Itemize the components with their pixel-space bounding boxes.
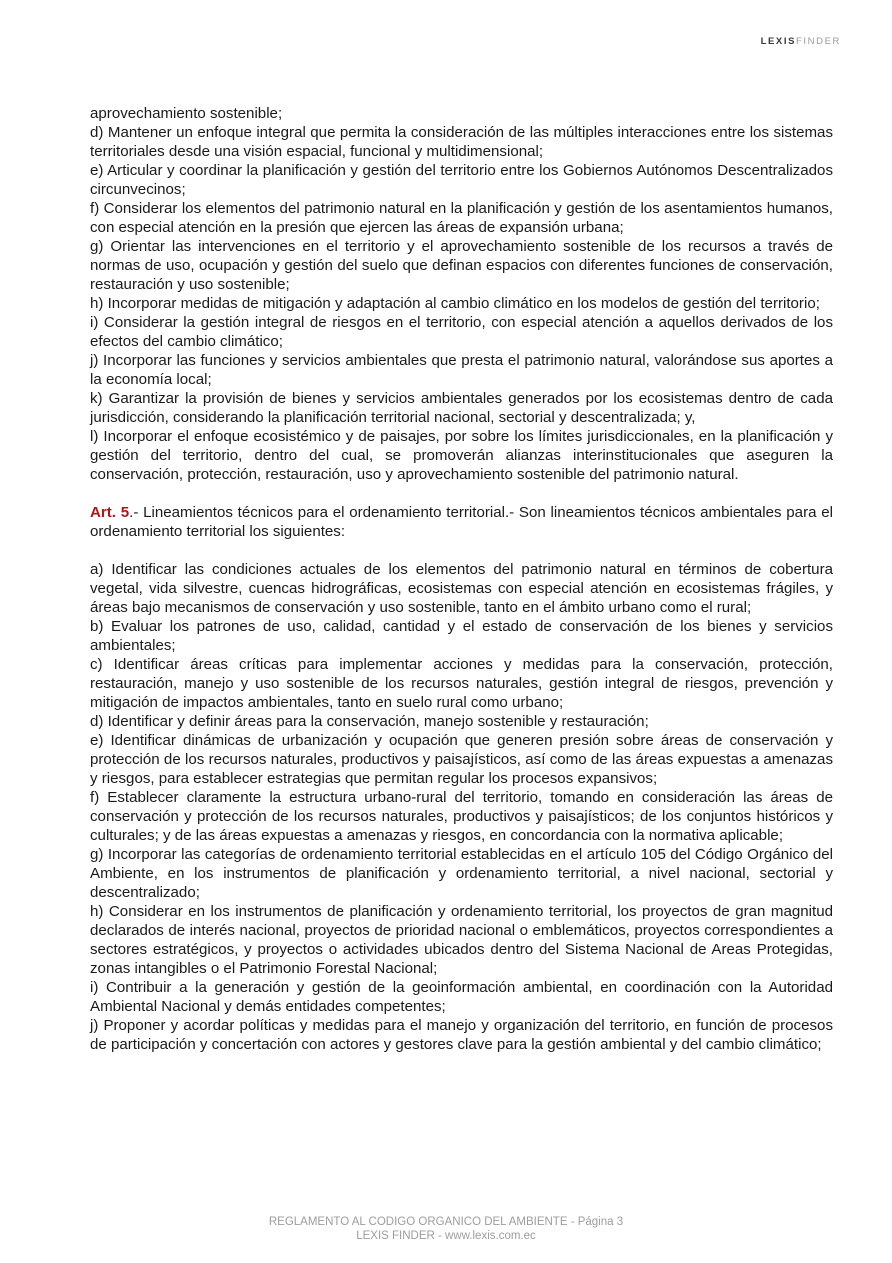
- page-footer: [0, 1215, 892, 1243]
- prev-item: aprovechamiento sostenible;: [90, 105, 283, 122]
- article-item-g: g) Incorporar las categorías de ordenamiento territorial establecidas en el artículo 105 del Código Orgánico del Ambiente, en los instrumentos de planificación y ordenamiento territorial, a nivel nacional, sectorial y descentralizado;: [90, 846, 833, 901]
- article-item-e: e) Identificar dinámicas de urbanización y ocupación que generen presión sobre áreas de conservación y protección de los recursos naturales, productivos y paisajísticos, así como de las áreas expuestas a amenazas y riesgos, para establecer estrategias que permitan regular los procesos expansivos;: [90, 732, 833, 787]
- logo-light-text: FINDER: [796, 36, 841, 47]
- prev-item-l: l) Incorporar el enfoque ecosistémico y de paisajes, por sobre los límites jurisdiccionales, en la planificación y gestión del territorio, dentro del cual, se promoverán alianzas interinstitucionales que aseguren la conservación, protección, restauración, uso y aprovechamiento sostenible del patrimonio natural.: [90, 428, 833, 483]
- article-heading: [90, 503, 833, 541]
- lexis-finder-logo: [761, 36, 841, 47]
- article-item-b: b) Evaluar los patrones de uso, calidad, cantidad y el estado de conservación de los bienes y servicios ambientales;: [90, 618, 833, 654]
- article-item-i: i) Contribuir a la generación y gestión de la geoinformación ambiental, en coordinación con la Autoridad Ambiental Nacional y demás entidades competentes;: [90, 979, 833, 1015]
- article-item-d: d) Identificar y definir áreas para la conservación, manejo sostenible y restauración;: [90, 713, 649, 730]
- logo-bold-text: LEXIS: [760, 36, 797, 47]
- article-label: Art. 5: [90, 504, 130, 521]
- prev-item-k: k) Garantizar la provisión de bienes y servicios ambientales generados por los ecosistemas dentro de cada jurisdicción, considerando la planificación territorial nacional, sectorial y descentralizada; y,: [90, 390, 833, 426]
- article-heading-text: .- Lineamientos técnicos para el ordenamiento territorial.- Son lineamientos técnicos ambientales para el ordenamiento territorial los siguientes:: [90, 504, 833, 540]
- prev-item-i: i) Considerar la gestión integral de riesgos en el territorio, con especial atención a aquellos derivados de los efectos del cambio climático;: [90, 314, 833, 350]
- prev-item-j: j) Incorporar las funciones y servicios ambientales que presta el patrimonio natural, valorándose sus aportes a la economía local;: [90, 352, 833, 388]
- article-item-j: j) Proponer y acordar políticas y medidas para el manejo y organización del territorio, en función de procesos de participación y concertación con actores y gestores clave para la gestión ambiental y del cambio climático;: [90, 1017, 833, 1053]
- prev-item-f: f) Considerar los elementos del patrimonio natural en la planificación y gestión de los asentamientos humanos, con especial atención en la presión que ejercen las áreas de expansión urbana;: [90, 200, 833, 236]
- prev-item-h: h) Incorporar medidas de mitigación y adaptación al cambio climático en los modelos de gestión del territorio;: [90, 295, 820, 312]
- article-item-c: c) Identificar áreas críticas para implementar acciones y medidas para la conservación, protección, restauración, manejo y uso sostenible de los recursos naturales, gestión integral de riesgos, prevención y mitigación de impactos ambientales, tanto en suelo rural como urbano;: [90, 656, 833, 711]
- spacer: [90, 484, 833, 503]
- prev-item-g: g) Orientar las intervenciones en el territorio y el aprovechamiento sostenible de los recursos a través de normas de uso, ocupación y gestión del suelo que definan espacios con diferentes funciones de conservación, restauración y uso sostenible;: [90, 238, 833, 293]
- article-item-h: h) Considerar en los instrumentos de planificación y ordenamiento territorial, los proyectos de gran magnitud declarados de interés nacional, proyectos de prioridad nacional o emblemáticos, proyectos correspondientes a sectores estratégicos, y proyectos o actividades ubicados dentro del Sistema Nacional de Areas Protegidas, zonas intangibles o el Patrimonio Forestal Nacional;: [90, 903, 833, 977]
- prev-item-e: e) Articular y coordinar la planificación y gestión del territorio entre los Gobiernos Autónomos Descentralizados circunvecinos;: [90, 162, 833, 198]
- prev-item-d: d) Mantener un enfoque integral que permita la consideración de las múltiples interacciones entre los sistemas territoriales desde una visión espacial, funcional y multidimensional;: [90, 124, 833, 160]
- article-item-a: a) Identificar las condiciones actuales de los elementos del patrimonio natural en términos de cobertura vegetal, vida silvestre, cuencas hidrográficas, ecosistemas con especial atención en ecosistemas frágiles, y áreas bajo mecanismos de conservación y uso sostenible, tanto en el ámbito urbano como el rural;: [90, 561, 833, 616]
- document-body: [90, 104, 833, 1054]
- article-item-f: f) Establecer claramente la estructura urbano-rural del territorio, tomando en consideración las áreas de conservación y protección de los recursos naturales, productivos y paisajísticos; de los conjuntos históricos y culturales; y de las áreas expuestas a amenazas y riesgos, en concordancia con la normativa aplicable;: [90, 789, 833, 844]
- footer-source: LEXIS FINDER - www.lexis.com.ec: [356, 1230, 536, 1242]
- footer-title: REGLAMENTO AL CODIGO ORGANICO DEL AMBIENTE - Página 3: [268, 1216, 624, 1228]
- spacer: [90, 541, 833, 560]
